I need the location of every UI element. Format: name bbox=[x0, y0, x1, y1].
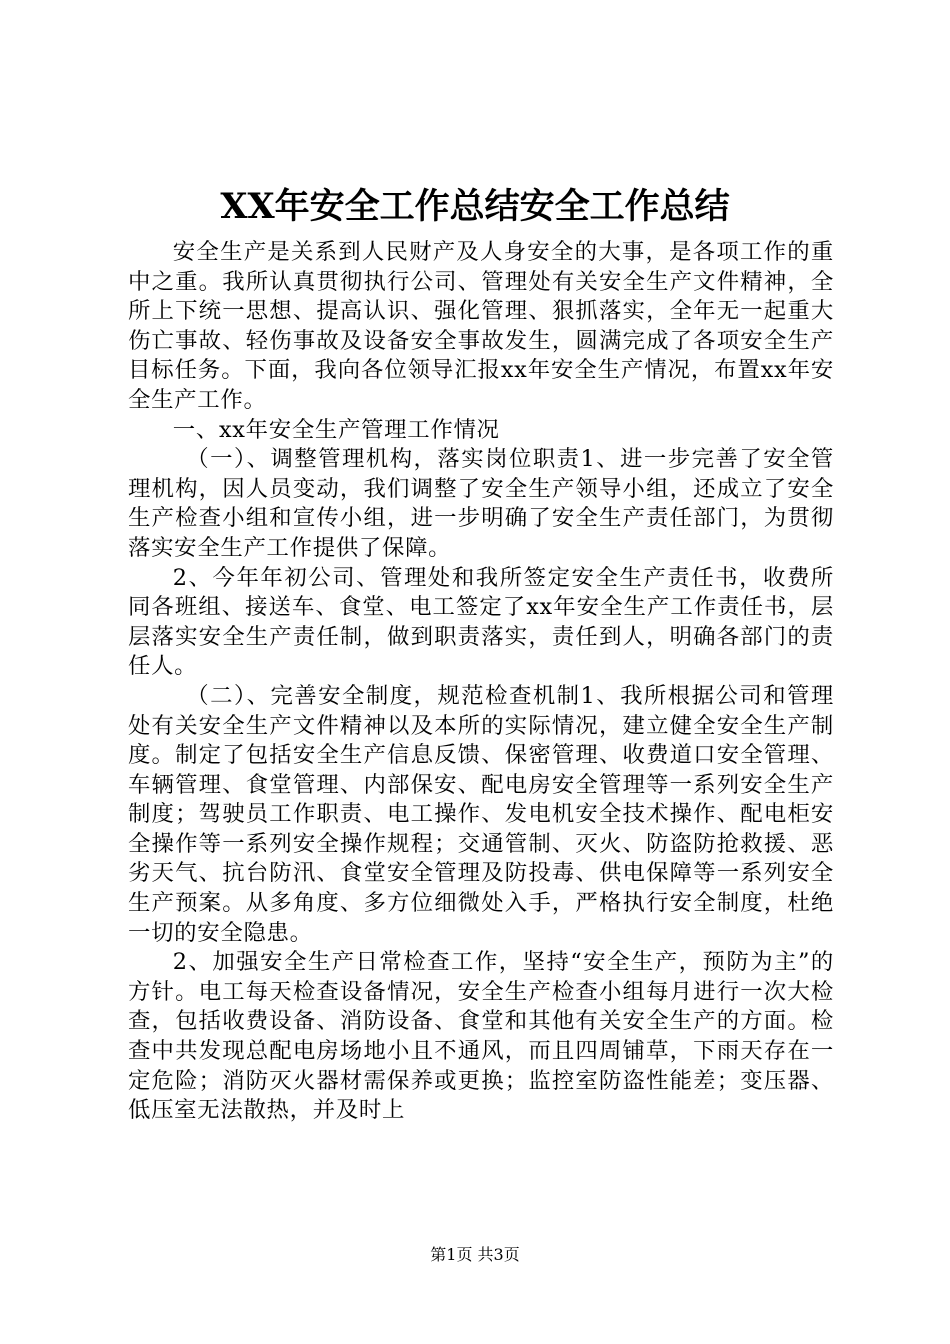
paragraph-intro: 安全生产是关系到人民财产及人身安全的大事，是各项工作的重中之重。我所认真贯彻执行公司、管理处有关安全生产文件精神，全所上下统一思想、提高认识、强化管理、狠抓落实，全年无一起重大伤亡事故、轻伤事故及设备安全事故发生，圆满完成了各项安全生产目标任务。下面，我向各位领导汇报xx年安全生产情况，布置xx年安全生产工作。 bbox=[128, 239, 834, 413]
paragraph-section-1-1: （一）、调整管理机构，落实岗位职责1、进一步完善了安全管理机构，因人员变动，我们调整了安全生产领导小组，还成立了安全生产检查小组和宣传小组，进一步明确了安全生产责任部门，为贯彻落实安全生产工作提供了保障。 bbox=[128, 446, 834, 561]
document-title: XX年安全工作总结安全工作总结 bbox=[220, 186, 730, 227]
document-body bbox=[128, 238, 834, 1126]
page-number-footer: 第1页 共3页 bbox=[430, 1245, 520, 1264]
section-heading-1: 一、xx年安全生产管理工作情况 bbox=[172, 416, 500, 443]
paragraph-section-2-2: 2、加强安全生产日常检查工作，坚持“安全生产，预防为主”的方针。电工每天检查设备情况，安全生产检查小组每月进行一次大检查，包括收费设备、消防设备、食堂和其他有关安全生产的方面。检查中共发现总配电房场地小且不通风，而且四周铺草，下雨天存在一定危险；消防灭火器材需保养或更换；监控室防盗性能差；变压器、低压室无法散热，并及时上 bbox=[128, 949, 834, 1124]
paragraph-section-2-1: （二）、完善安全制度，规范检查机制1、我所根据公司和管理处有关安全生产文件精神以及本所的实际情况，建立健全安全生产制度。制定了包括安全生产信息反馈、保密管理、收费道口安全管理、车辆管理、食堂管理、内部保安、配电房安全管理等一系列安全生产制度；驾驶员工作职责、电工操作、发电机安全技术操作、配电柜安全操作等一系列安全操作规程；交通管制、灭火、防盗防抢救援、恶劣天气、抗台防汛、食堂安全管理及防投毒、供电保障等一系列安全生产预案。从多角度、多方位细微处入手，严格执行安全制度，杜绝一切的安全隐患。 bbox=[128, 682, 834, 946]
paragraph-section-1-2: 2、今年年初公司、管理处和我所签定安全生产责任书，收费所同各班组、接送车、食堂、电工签定了xx年安全生产工作责任书，层层落实安全生产责任制，做到职责落实，责任到人，明确各部门的责任人。 bbox=[128, 564, 834, 680]
